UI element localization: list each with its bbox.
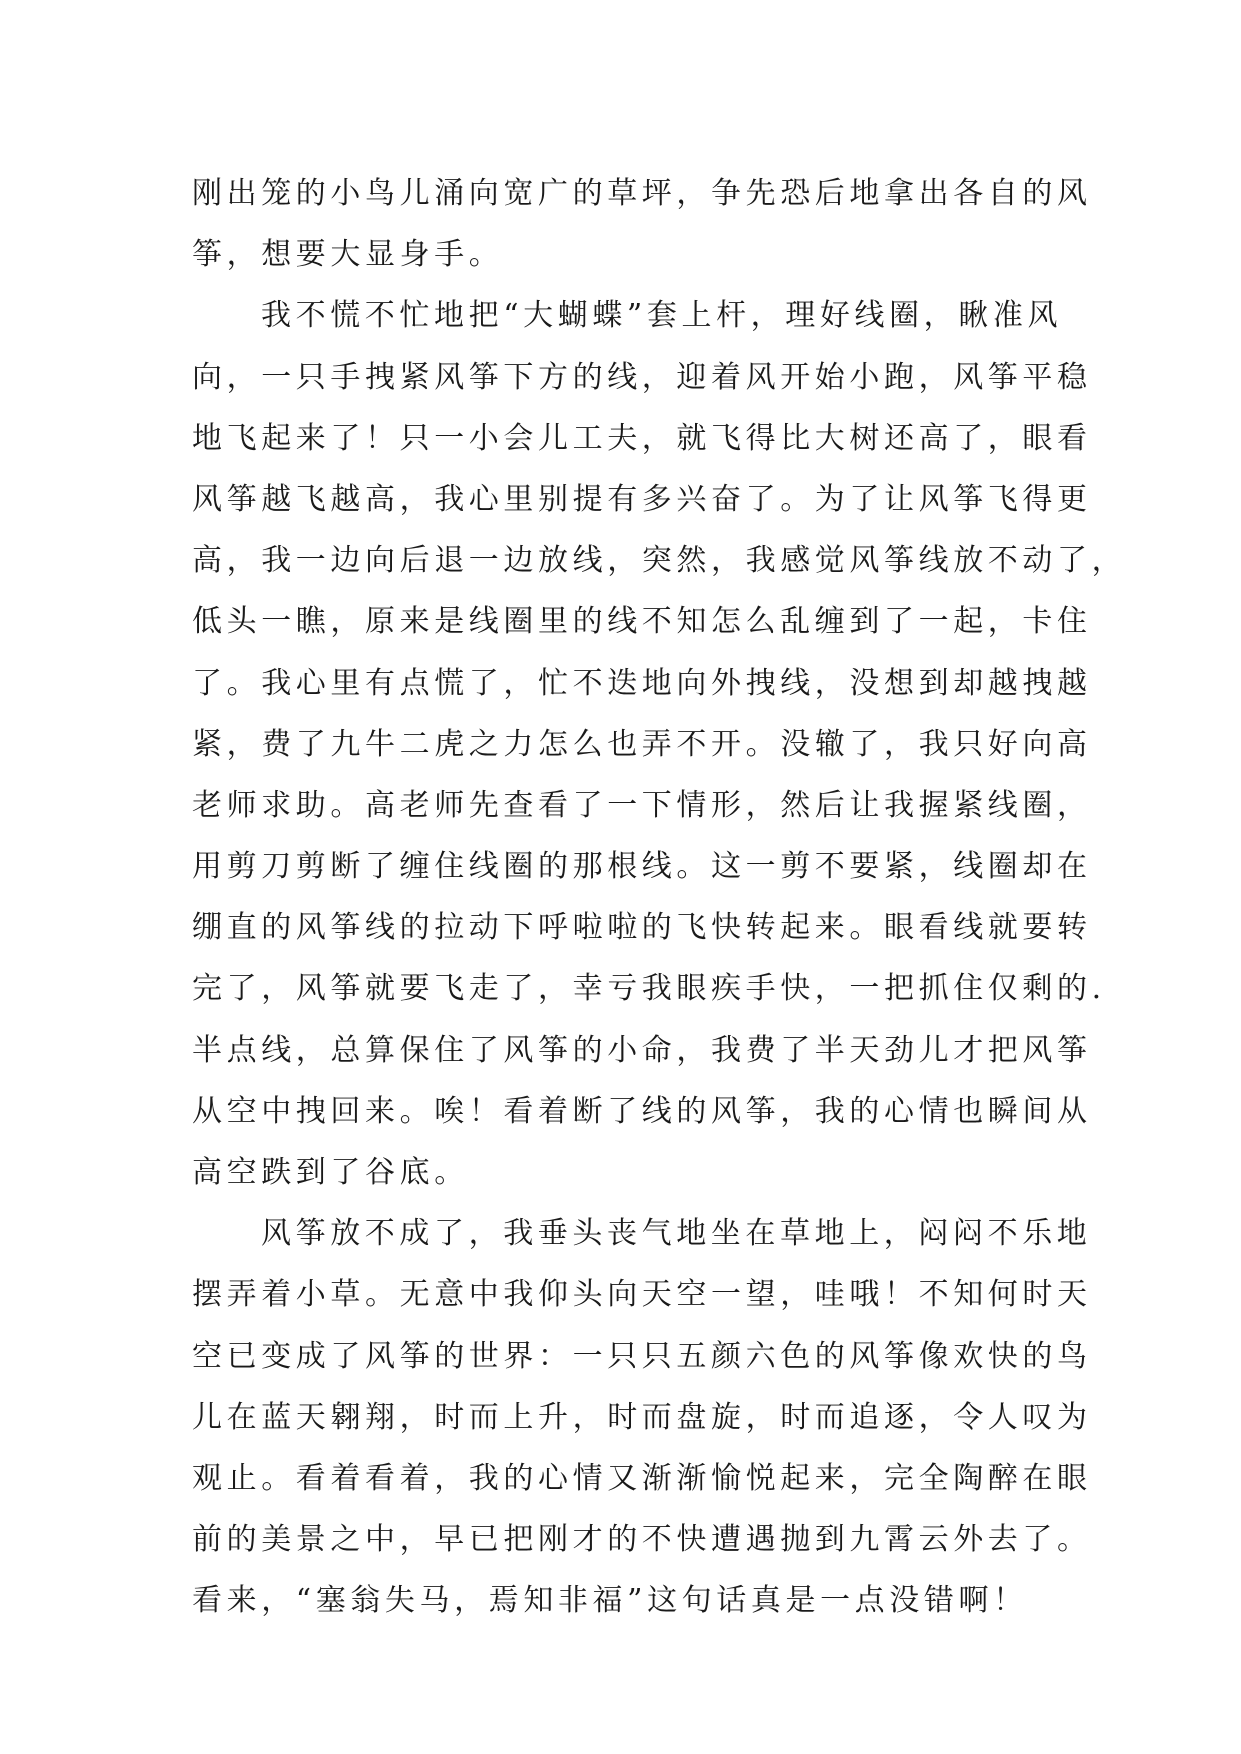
text-line: 高空跌到了谷底。 xyxy=(192,1155,469,1190)
text-line: 观止。看着看着，我的心情又渐渐愉悦起来，完全陶醉在眼 xyxy=(192,1460,1092,1496)
document-body xyxy=(192,163,1127,1632)
text-line: 半点线，总算保住了风筝的小命，我费了半天劲儿才把风筝 xyxy=(192,1032,1092,1068)
text-line: 筝，想要大显身手。 xyxy=(192,237,504,273)
text-line: 向，一只手拽紧风筝下方的线，迎着风开始小跑，风筝平稳 xyxy=(192,359,1092,395)
paragraph-first-line: 我不慌不忙地把“大蝴蝶”套上杆，理好线圈，瞅准风 xyxy=(261,298,1063,334)
text-line: 紧，费了九牛二虎之力怎么也弄不开。没辙了，我只好向高 xyxy=(192,726,1092,762)
text-line: 前的美景之中，早已把刚才的不快遭遇抛到九霄云外去了。 xyxy=(192,1522,1092,1558)
text-line: 地飞起来了！只一小会儿工夫，就飞得比大树还高了，眼看 xyxy=(192,420,1092,456)
text-line: 空已变成了风筝的世界：一只只五颜六色的风筝像欢快的鸟 xyxy=(192,1338,1092,1374)
paragraph-first-line: 风筝放不成了，我垂头丧气地坐在草地上，闷闷不乐地 xyxy=(261,1216,1092,1252)
text-line: 绷直的风筝线的拉动下呼啦啦的飞快转起来。眼看线就要转 xyxy=(192,910,1092,946)
text-line: 从空中拽回来。唉！看着断了线的风筝，我的心情也瞬间从 xyxy=(192,1093,1092,1129)
text-line: 完了，风筝就要飞走了，幸亏我眼疾手快，一把抓住仅剩的. xyxy=(192,971,1106,1007)
text-line: 用剪刀剪断了缠住线圈的那根线。这一剪不要紧，线圈却在 xyxy=(192,849,1092,885)
text-line: 摆弄着小草。无意中我仰头向天空一望，哇哦！不知何时天 xyxy=(192,1277,1092,1313)
text-line: 风筝越飞越高，我心里别提有多兴奋了。为了让风筝飞得更 xyxy=(192,481,1092,517)
text-line: 了。我心里有点慌了，忙不迭地向外拽线，没想到却越拽越 xyxy=(192,665,1092,701)
text-line: 高，我一边向后退一边放线，突然，我感觉风筝线放不动了， xyxy=(192,543,1127,579)
text-line: 看来，“塞翁失马，焉知非福”这句话真是一点没错啊！ xyxy=(192,1583,1028,1619)
text-line: 刚出笼的小鸟儿涌向宽广的草坪，争先恐后地拿出各自的风 xyxy=(192,176,1092,211)
text-line: 老师求助。高老师先查看了一下情形，然后让我握紧线圈， xyxy=(192,787,1092,823)
text-line: 儿在蓝天翱翔，时而上升，时而盘旋，时而追逐，令人叹为 xyxy=(192,1399,1092,1435)
text-line: 低头一瞧，原来是线圈里的线不知怎么乱缠到了一起，卡住 xyxy=(192,604,1092,640)
